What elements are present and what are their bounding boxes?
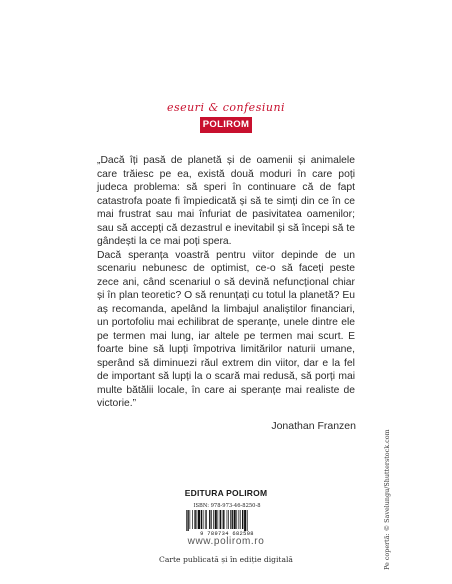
publisher-logo: POLIROM [200, 117, 252, 133]
barcode-digits: 9 789734 682508 [200, 531, 254, 537]
series-label: eseuri & confesiuni [166, 101, 286, 114]
digital-edition-note: Carte publicată și în ediție digitală [159, 555, 293, 564]
website-link[interactable]: www.polirom.ro [187, 536, 265, 547]
barcode-icon [182, 510, 272, 531]
blurb-paragraph-1: „Dacă îți pasă de planetă și de oamenii și animalele care trăiesc pe ea, există două moduri în care poți judeca problema: să speri în continuare că de fapt catastrofa poate fi împiedicată și să te simți din ce în ce mai frustrat sau mai înfuriat de pasivitatea oamenilor; sau să accepți că dezastrul e inevitabil și să începi să te gândești la ce mai poți spera. [97, 155, 355, 247]
barcode-block [182, 503, 272, 538]
blurb-paragraph-2: Dacă speranța voastră pentru viitor depinde de un scenariu nebunesc de optimist, ce-o să faceți peste zece ani, când scenariul o să devină nefuncțional chiar și în plan teoretic? O să renunțați cu totul la planetă? Eu aș recomanda, apelând la limbajul analiștilor financiari, un portofoliu mai echilibrat de speranțe, unele dintre ele pe termen mai lung, iar altele pe termen mai scurt. E foarte bine să lupți împotriva limitărilor naturii umane, sperând să diminuezi răul extrem din viitor, dar e la fel de important să lupți la o scară mai redusă, să porți mai multe bătălii locale, în care ai speranțe mai realiste de victorie.” [97, 249, 355, 409]
cover-credit: Pe copertă: © Savelungu/Shutterstock.com [383, 429, 391, 570]
author-name: Jonathan Franzen [271, 420, 356, 432]
isbn: ISBN: 978-973-46-8250-8 [193, 503, 261, 509]
back-cover-blurb [97, 154, 355, 411]
publisher-name: EDITURA POLIROM [184, 488, 268, 498]
